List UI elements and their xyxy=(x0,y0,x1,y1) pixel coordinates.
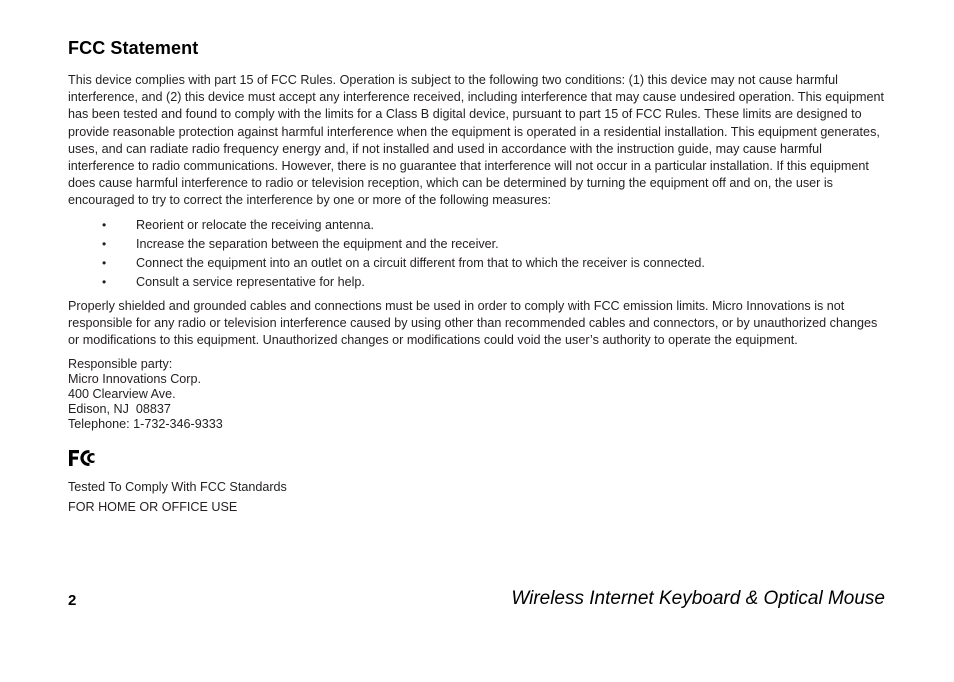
bullet-icon: • xyxy=(102,255,107,270)
list-item xyxy=(68,273,886,292)
bullet-icon: • xyxy=(102,236,107,251)
list-item xyxy=(68,235,886,254)
telephone-number: Telephone: 1-732-346-9333 xyxy=(68,417,223,432)
list-item xyxy=(68,216,886,235)
measure-text: Reorient or relocate the receiving antenna. xyxy=(136,217,375,232)
shielding-paragraph: Properly shielded and grounded cables and connections must be used in order to comply with FCC emission limits. Micro Innovations is not responsible for any radio or television interference caused by using other than recommended cables and connectors, or by unauthorized changes or modifications to this equipment. Unauthorized changes or modifications could void the user’s authority to operate the equipment. xyxy=(68,298,878,348)
list-item xyxy=(68,254,886,273)
measures-list xyxy=(68,216,886,292)
responsible-party-label: Responsible party: xyxy=(68,357,173,372)
responsible-party-block xyxy=(68,357,886,432)
measure-text: Increase the separation between the equipment and the receiver. xyxy=(136,236,499,251)
bullet-icon: • xyxy=(102,274,107,289)
measure-text: Consult a service representative for help. xyxy=(136,274,365,289)
page-number: 2 xyxy=(68,592,77,609)
fcc-logo-icon xyxy=(68,448,98,468)
street-address: 400 Clearview Ave. xyxy=(68,387,176,402)
city-address: Edison, NJ 08837 xyxy=(68,402,171,417)
company-name: Micro Innovations Corp. xyxy=(68,372,201,387)
fcc-statement-page xyxy=(68,36,886,517)
measure-text: Connect the equipment into an outlet on a circuit different from that to which the receiver is connected. xyxy=(136,255,705,270)
tested-compliance-text: Tested To Comply With FCC Standards xyxy=(68,480,287,495)
home-office-use-text: FOR HOME OR OFFICE USE xyxy=(68,500,238,515)
product-title: Wireless Internet Keyboard & Optical Mouse xyxy=(511,588,885,609)
intro-paragraph: This device complies with part 15 of FCC Rules. Operation is subject to the following two conditions: (1) this device may not cause harmful interference, and (2) this device must accept any interference received, including interference that may cause undesired operation. This equipment has been tested and found to comply with the limits for a Class B digital device, pursuant to part 15 of FCC Rules. These limits are designed to provide reasonable protection against harmful interference when the equipment is operated in a residential installation. This equipment generates, uses, and can radiate radio frequency energy and, if not installed and used in accordance with the instruction guide, may cause harmful interference to radio communications. However, there is no guarantee that interference will not occur in a particular installation. If this equipment does cause harmful interference to radio or television reception, which can be determined by turning the equipment off and on, the user is encouraged to try to correct the interference by one or more of the following measures: xyxy=(68,73,885,208)
page-title: FCC Statement xyxy=(68,38,199,58)
bullet-icon: • xyxy=(102,217,107,232)
